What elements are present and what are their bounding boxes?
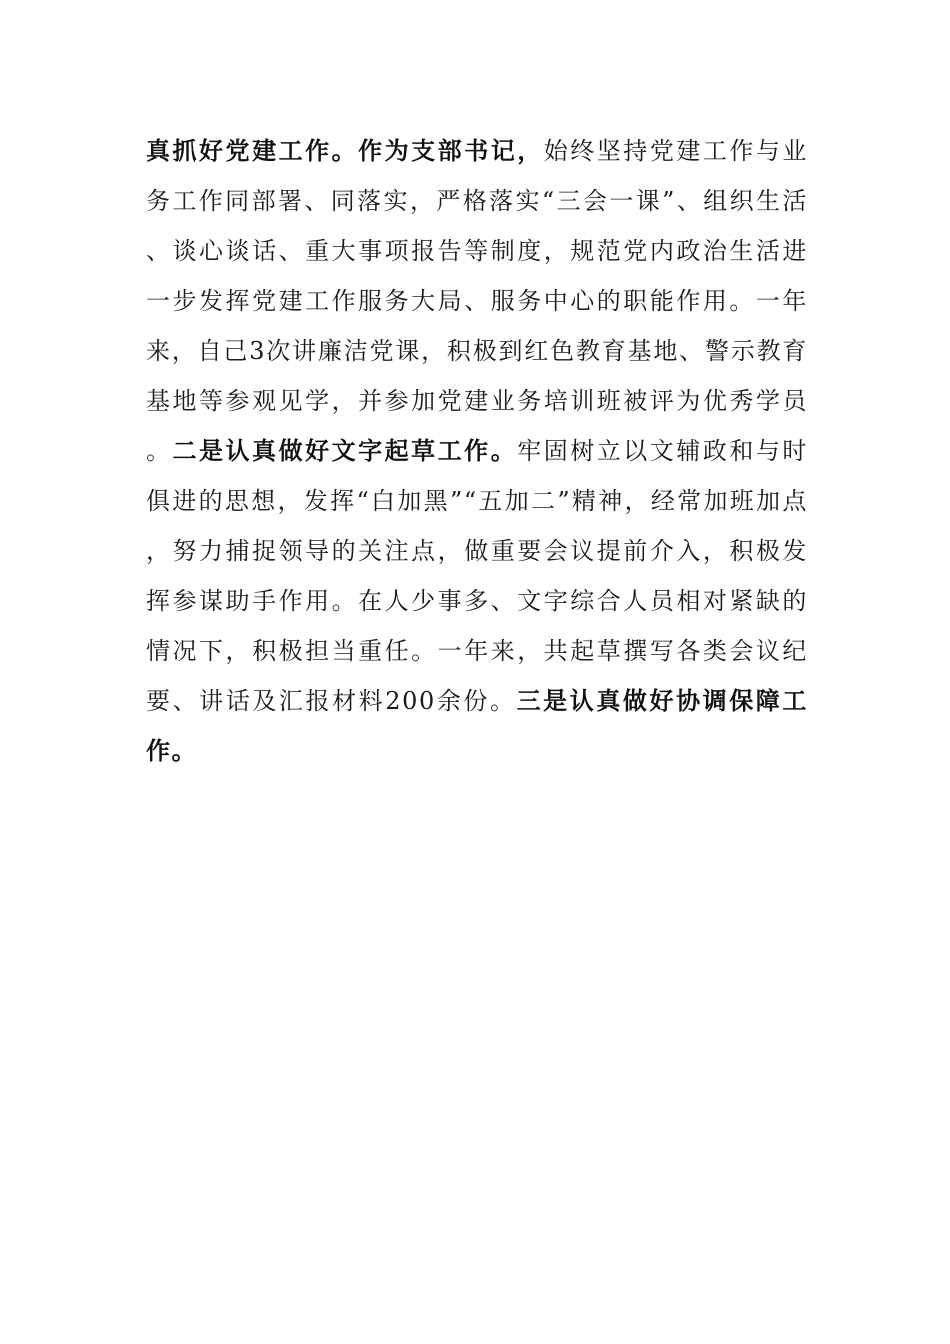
bold-heading-coordination: 三是认真做好协调保障工作。 (146, 686, 808, 765)
document-body (146, 126, 808, 776)
paragraph (146, 126, 808, 776)
bold-heading-drafting: 二是认真做好文字起草工作。 (172, 436, 518, 465)
paragraph-text-party-building: 始终坚持党建工作与业务工作同部署、同落实，严格落实“三会一课”、组织生活、谈心谈话、重大事项报告等制度，规范党内政治生活进一步发挥党建工作服务大局、服务中心的职能作用。一年来，自己3次讲廉洁党课，积极到红色教育基地、警示教育基地等参观见学，并参加党建业务培训班被评为优秀学员。 (146, 137, 808, 465)
bold-heading-party-building: 真抓好党建工作。作为支部书记， (146, 136, 544, 165)
paragraph-text-drafting: 牢固树立以文辅政和与时俱进的思想，发挥“白加黑”“五加二”精神，经常加班加点，努力捕捉领导的关注点，做重要会议提前介入，积极发挥参谋助手作用。在人少事多、文字综合人员相对紧缺的情况下，积极担当重任。一年来，共起草撰写各类会议纪要、讲话及汇报材料200余份。 (146, 437, 808, 715)
